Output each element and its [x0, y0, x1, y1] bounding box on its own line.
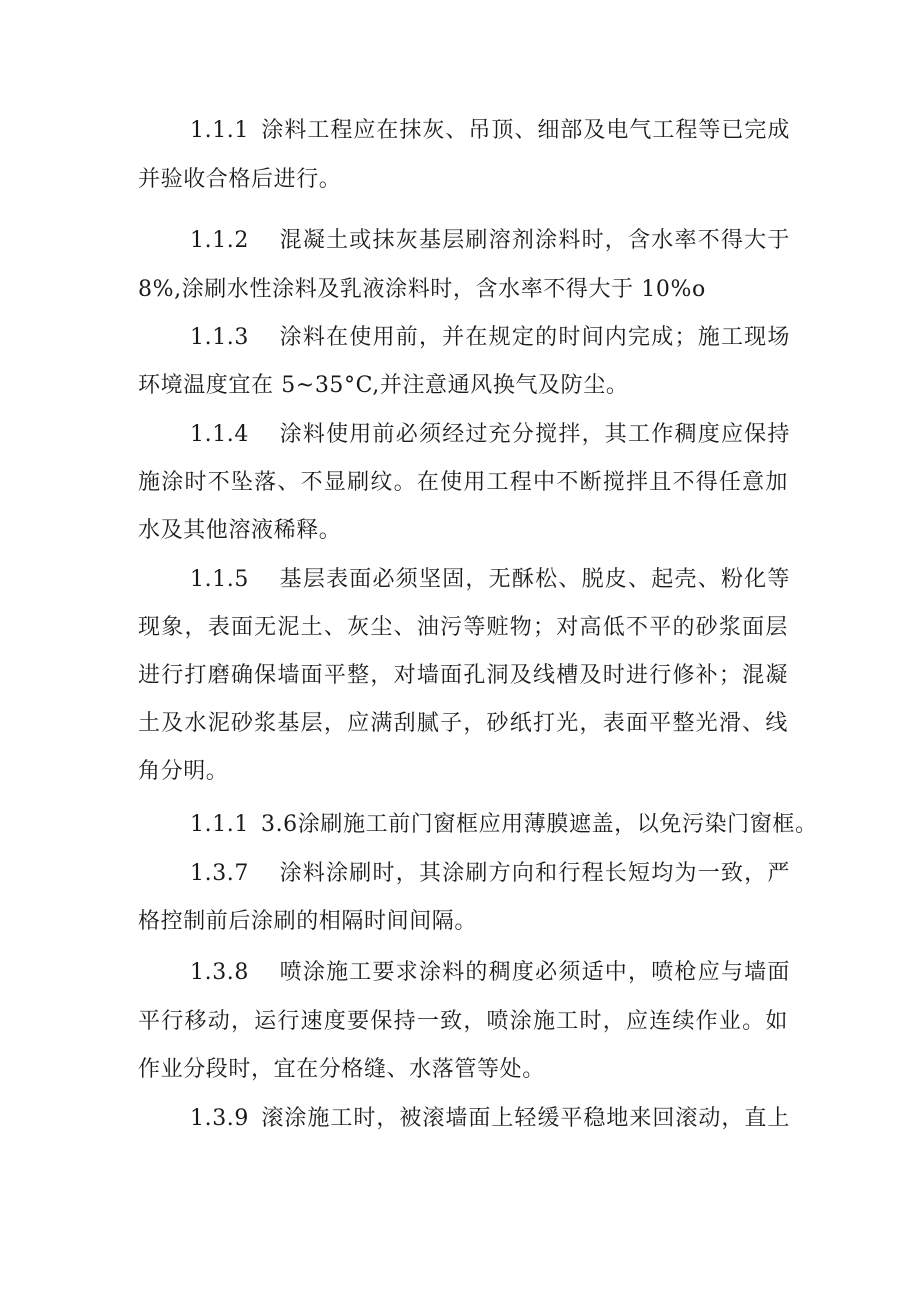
clause-number: 1.1.1: [190, 118, 249, 143]
clause-number: 1.1.1: [190, 812, 249, 837]
paragraph-5-line-3: 进行打磨确保墙面平整，对墙面孔洞及线槽及时进行修补；混凝: [138, 663, 788, 688]
paragraph-8-line-3: 作业分段时，宜在分格缝、水落管等处。: [138, 1057, 545, 1082]
paragraph-5-line-5: 角分明。: [138, 759, 229, 784]
paragraph-2-line-2: 8%,涂刷水性涂料及乳液涂料时，含水率不得大于 10%o: [138, 277, 706, 302]
clause-number: 1.3.8: [190, 960, 249, 985]
paragraph-5-line-4: 土及水泥砂浆基层，应满刮腻子，砂纸打光，表面平整光滑、线: [138, 711, 788, 736]
paragraph-5-line-1: 1.1.5 基层表面必须坚固，无酥松、脱皮、起壳、粉化等: [190, 567, 790, 592]
paragraph-1-line-1: 1.1.1 涂料工程应在抹灰、吊顶、细部及电气工程等已完成: [190, 118, 790, 143]
paragraph-3-line-1: 1.1.3 涂料在使用前，并在规定的时间内完成；施工现场: [190, 325, 790, 350]
clause-number: 1.3.9: [190, 1106, 249, 1131]
paragraph-7-line-2: 格控制前后涂刷的相隔时间间隔。: [138, 909, 478, 934]
paragraph-4-line-1: 1.1.4 涂料使用前必须经过充分搅拌，其工作稠度应保持: [190, 422, 790, 447]
paragraph-5-line-2: 现象，表面无泥土、灰尘、油污等赃物；对高低不平的砂浆面层: [138, 615, 788, 640]
paragraph-1-line-2: 并验收合格后进行。: [138, 167, 342, 192]
paragraph-7-line-1: 1.3.7 涂料涂刷时，其涂刷方向和行程长短均为一致，严: [190, 861, 790, 886]
paragraph-2-line-1: 1.1.2 混凝土或抹灰基层刷溶剂涂料时，含水率不得大于: [190, 228, 790, 253]
clause-number: 1.1.5: [190, 567, 249, 592]
clause-number: 1.1.3: [190, 325, 249, 350]
paragraph-3-line-2: 环境温度宜在 5~35°C,并注意通风换气及防尘。: [138, 373, 629, 398]
paragraph-6-line-1: 1.1.1 3.6涂刷施工前门窗框应用薄膜遮盖，以免污染门窗框。: [190, 812, 818, 837]
clause-number: 1.1.4: [190, 422, 249, 447]
paragraph-4-line-2: 施涂时不坠落、不显刷纹。在使用工程中不断搅拌且不得任意加: [138, 470, 788, 495]
clause-number: 1.1.2: [190, 228, 249, 253]
paragraph-8-line-2: 平行移动，运行速度要保持一致，喷涂施工时，应连续作业。如: [138, 1009, 788, 1034]
paragraph-4-line-3: 水及其他溶液稀释。: [138, 518, 342, 543]
paragraph-9-line-1: 1.3.9 滚涂施工时，被滚墙面上轻缓平稳地来回滚动，直上: [190, 1106, 790, 1131]
paragraph-8-line-1: 1.3.8 喷涂施工要求涂料的稠度必须适中，喷枪应与墙面: [190, 960, 790, 985]
clause-number: 1.3.7: [190, 861, 249, 886]
